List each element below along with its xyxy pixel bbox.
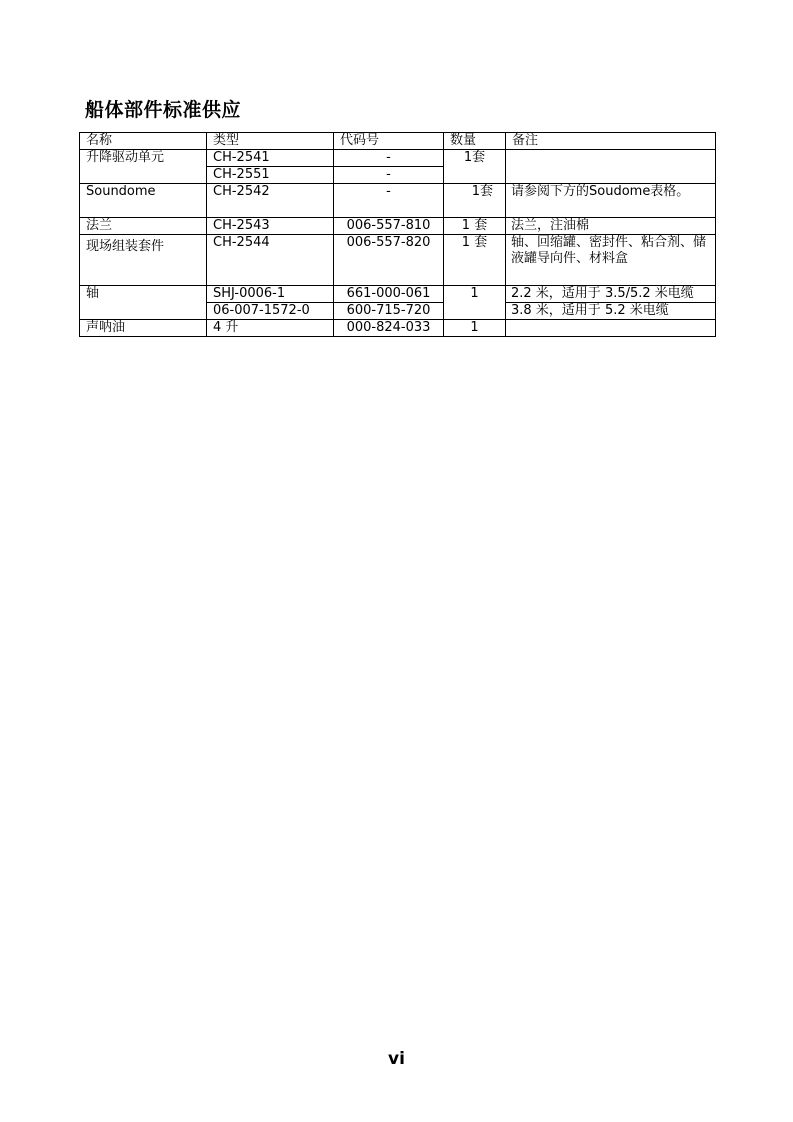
cell-code: 000-824-033 <box>334 320 444 337</box>
cell-code: - <box>334 167 444 184</box>
cell-code: 006-557-810 <box>334 218 444 235</box>
cell-type: CH-2544 <box>207 235 334 286</box>
cell-name: 现场组装套件 <box>80 235 207 286</box>
cell-notes: 请参阅下方的Soudome表格。 <box>506 184 716 218</box>
cell-code: - <box>334 184 444 218</box>
table-row <box>80 184 716 218</box>
cell-type: 06-007-1572-0 <box>207 303 334 320</box>
cell-type: SHJ-0006-1 <box>207 286 334 303</box>
cell-qty: 1套 <box>444 184 506 218</box>
header-notes: 备注 <box>506 133 716 150</box>
cell-code: 600-715-720 <box>334 303 444 320</box>
cell-name: 轴 <box>80 286 207 320</box>
cell-qty: 1 <box>444 320 506 337</box>
header-qty: 数量 <box>444 133 506 150</box>
cell-notes: 轴、回缩罐、密封件、粘合剂、储液罐导向件、材料盒 <box>506 235 716 286</box>
cell-name: 声呐油 <box>80 320 207 337</box>
table-row <box>80 235 716 286</box>
page-number: vi <box>388 1049 405 1069</box>
page-title: 船体部件标准供应 <box>85 99 242 121</box>
cell-type: CH-2542 <box>207 184 334 218</box>
cell-notes <box>506 320 716 337</box>
cell-code: 661-000-061 <box>334 286 444 303</box>
table-header-row <box>80 133 716 150</box>
cell-notes <box>506 150 716 184</box>
cell-code: 006-557-820 <box>334 235 444 286</box>
header-name: 名称 <box>80 133 207 150</box>
table-row <box>80 286 716 303</box>
cell-notes: 2.2 米，适用于 3.5/5.2 米电缆 <box>506 286 716 303</box>
cell-qty: 1 套 <box>444 235 506 286</box>
cell-notes: 法兰，注油棉 <box>506 218 716 235</box>
cell-type: CH-2541 <box>207 150 334 167</box>
cell-name: 升降驱动单元 <box>80 150 207 184</box>
cell-name: Soundome <box>80 184 207 218</box>
cell-type: 4 升 <box>207 320 334 337</box>
cell-qty: 1 套 <box>444 218 506 235</box>
header-code: 代码号 <box>334 133 444 150</box>
cell-notes: 3.8 米，适用于 5.2 米电缆 <box>506 303 716 320</box>
cell-qty: 1套 <box>444 150 506 184</box>
cell-type: CH-2543 <box>207 218 334 235</box>
cell-qty: 1 <box>444 286 506 320</box>
cell-code: - <box>334 150 444 167</box>
parts-table <box>79 132 716 337</box>
cell-name: 法兰 <box>80 218 207 235</box>
cell-type: CH-2551 <box>207 167 334 184</box>
header-type: 类型 <box>207 133 334 150</box>
table-row <box>80 150 716 167</box>
table-row <box>80 218 716 235</box>
table-row <box>80 320 716 337</box>
